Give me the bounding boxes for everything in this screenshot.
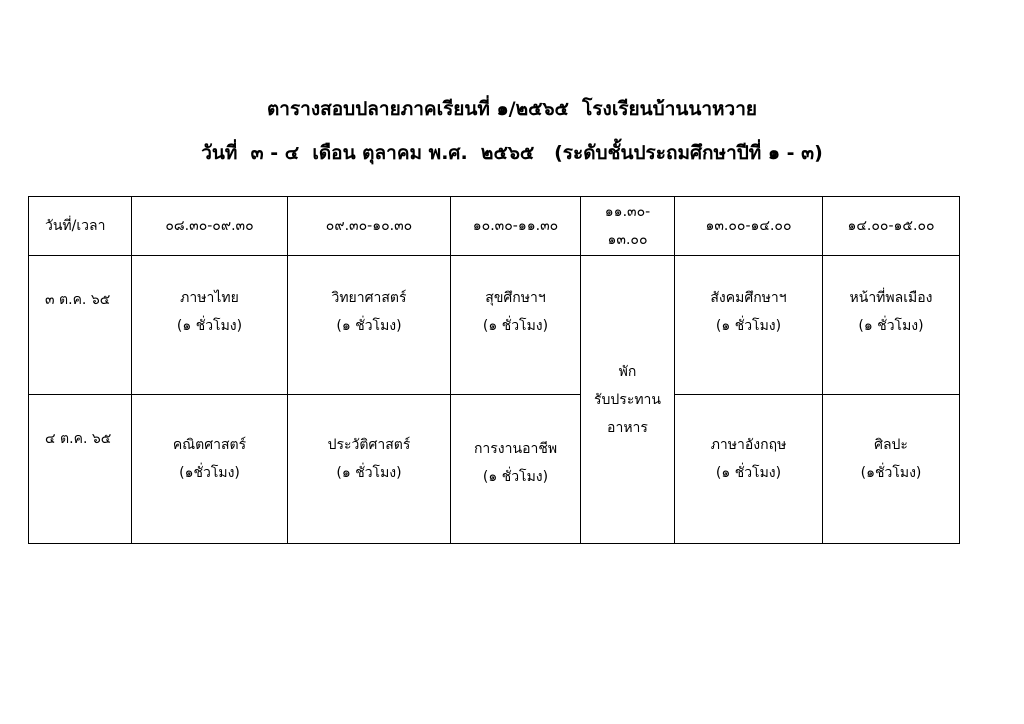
page-subtitle: วันที่ ๓ - ๔ เดือน ตุลาคม พ.ศ. ๒๕๖๕ (ระดับชั้นประถมศึกษาปีที่ ๑ - ๓) [201,142,823,164]
time-slot-header: ๑๑.๓๐- ๑๓.๐๐ [581,197,675,256]
table-row [29,395,960,544]
time-slot-header: ๐๘.๓๐-๐๙.๓๐ [132,197,288,256]
time-slot-header: ๐๙.๓๐-๑๐.๓๐ [288,197,451,256]
subject-cell: ภาษาอังกฤษ (๑ ชั่วโมง) [675,395,823,544]
time-slot-header: ๑๓.๐๐-๑๔.๐๐ [675,197,823,256]
time-slot-header: ๑๔.๐๐-๑๕.๐๐ [823,197,960,256]
date-cell: ๓ ต.ค. ๖๕ [29,256,132,395]
date-cell: ๔ ต.ค. ๖๕ [29,395,132,544]
subject-cell: หน้าที่พลเมือง (๑ ชั่วโมง) [823,256,960,395]
page-title: ตารางสอบปลายภาคเรียนที่ ๑/๒๕๖๕ โรงเรียนบ้านนาหวาย [266,98,758,120]
lunch-break-cell: พัก รับประทาน อาหาร [581,256,675,544]
subject-cell: ภาษาไทย (๑ ชั่วโมง) [132,256,288,395]
subject-cell: ศิลปะ (๑ชั่วโมง) [823,395,960,544]
subject-cell: การงานอาชีพ (๑ ชั่วโมง) [451,395,581,544]
exam-schedule-table [28,196,960,544]
subject-cell: ประวัติศาสตร์ (๑ ชั่วโมง) [288,395,451,544]
table-header-row [29,197,960,256]
subject-cell: คณิตศาสตร์ (๑ชั่วโมง) [132,395,288,544]
subject-cell: สังคมศึกษาฯ (๑ ชั่วโมง) [675,256,823,395]
subject-cell: วิทยาศาสตร์ (๑ ชั่วโมง) [288,256,451,395]
time-slot-header: ๑๐.๓๐-๑๑.๓๐ [451,197,581,256]
header-corner: วันที่/เวลา [29,197,132,256]
table-row [29,256,960,395]
subject-cell: สุขศึกษาฯ (๑ ชั่วโมง) [451,256,581,395]
